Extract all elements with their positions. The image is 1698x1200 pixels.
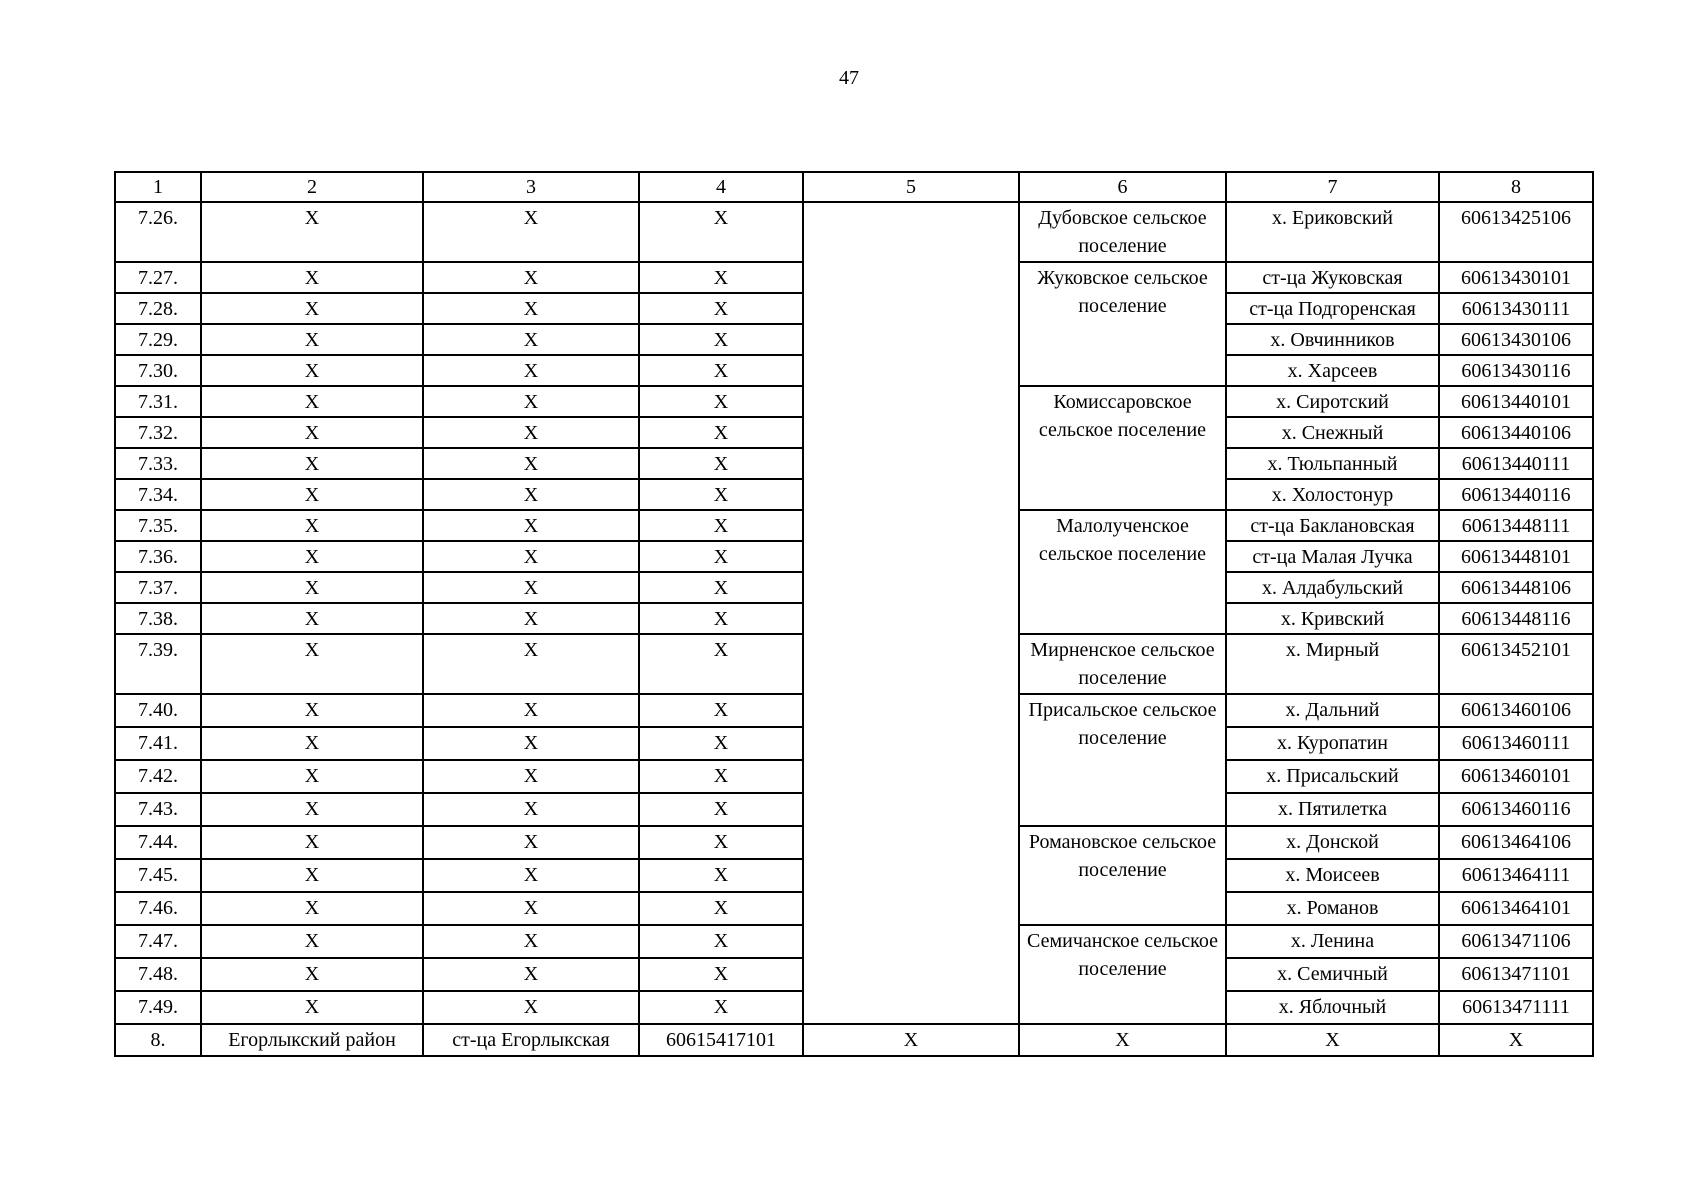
header-cell: 5 (803, 172, 1019, 202)
column-2-value: Х (201, 448, 423, 479)
oktmo-code: 60613430116 (1439, 355, 1593, 386)
row-number: 7.28. (115, 293, 201, 324)
oktmo-code: 60613430106 (1439, 324, 1593, 355)
column-3-value: Х (423, 826, 639, 859)
locality-name: х. Ериковский (1226, 202, 1439, 262)
column-3-value: Х (423, 355, 639, 386)
column-3-value: Х (423, 541, 639, 572)
row-number: 7.35. (115, 510, 201, 541)
column-2-value: Х (201, 355, 423, 386)
column-2-value: Х (201, 572, 423, 603)
locality-name: ст-ца Баклановская (1226, 510, 1439, 541)
column-4-value: Х (639, 293, 803, 324)
locality-name: х. Куропатин (1226, 727, 1439, 760)
locality-name: х. Мирный (1226, 634, 1439, 694)
column-4-value: Х (639, 479, 803, 510)
locality-name: х. Присальский (1226, 760, 1439, 793)
row-number: 7.39. (115, 634, 201, 694)
oktmo-code: 60613440116 (1439, 479, 1593, 510)
column-3-value: Х (423, 859, 639, 892)
locality-name: х. Овчинников (1226, 324, 1439, 355)
column-2-value: Х (201, 991, 423, 1024)
row-number: 7.27. (115, 262, 201, 293)
column-2-value: Х (201, 479, 423, 510)
settlement-name: Семичанское сельское поселение (1019, 925, 1226, 1024)
row-number: 7.31. (115, 386, 201, 417)
column-4-value: Х (639, 510, 803, 541)
row-number: 8. (115, 1024, 201, 1056)
locality-name: х. Донской (1226, 826, 1439, 859)
locality-name: х. Семичный (1226, 958, 1439, 991)
column-4-value: Х (639, 727, 803, 760)
locality-name: х. Харсеев (1226, 355, 1439, 386)
column-4-value: Х (639, 262, 803, 293)
row-number: 7.45. (115, 859, 201, 892)
column-3-value: Х (423, 202, 639, 262)
column-4-value: Х (639, 355, 803, 386)
column-3-value: Х (423, 262, 639, 293)
locality-name: х. Холостонур (1226, 479, 1439, 510)
column-3-value: Х (423, 510, 639, 541)
column-4-value: Х (639, 417, 803, 448)
header-cell: 2 (201, 172, 423, 202)
column-3-value: Х (423, 694, 639, 727)
settlement-name: Дубовское сельское поселение (1019, 202, 1226, 262)
column-4-value: Х (639, 826, 803, 859)
row-number: 7.41. (115, 727, 201, 760)
row-number: 7.38. (115, 603, 201, 634)
column-5-merged-empty (803, 202, 1019, 1024)
oktmo-code: 60613452101 (1439, 634, 1593, 694)
locality-name: х. Моисеев (1226, 859, 1439, 892)
column-4-value: Х (639, 760, 803, 793)
column-4-value: Х (639, 386, 803, 417)
oktmo-code: 60613430101 (1439, 262, 1593, 293)
oktmo-code: 60613448111 (1439, 510, 1593, 541)
oktmo-code: 60613460106 (1439, 694, 1593, 727)
column-6-value: Х (1019, 1024, 1226, 1056)
table-row (115, 202, 1593, 262)
column-2-value: Х (201, 694, 423, 727)
row-number: 7.33. (115, 448, 201, 479)
column-5-value: Х (803, 1024, 1019, 1056)
column-4-value: Х (639, 324, 803, 355)
column-3-value: Х (423, 603, 639, 634)
column-7-value: Х (1226, 1024, 1439, 1056)
column-3-value: Х (423, 991, 639, 1024)
row-number: 7.44. (115, 826, 201, 859)
oktmo-code: 60613448101 (1439, 541, 1593, 572)
column-2-value: Х (201, 859, 423, 892)
row-number: 7.48. (115, 958, 201, 991)
header-cell: 3 (423, 172, 639, 202)
locality-name: х. Дальний (1226, 694, 1439, 727)
row-number: 7.26. (115, 202, 201, 262)
column-2-value: Х (201, 727, 423, 760)
column-3-value: Х (423, 293, 639, 324)
oktmo-code: 60613464111 (1439, 859, 1593, 892)
settlement-name: Комиссаровское сельское поселение (1019, 386, 1226, 510)
column-2-value: Х (201, 324, 423, 355)
locality-name: х. Романов (1226, 892, 1439, 925)
table-row (115, 1024, 1593, 1056)
settlement-name: Малолученское сельское поселение (1019, 510, 1226, 634)
oktmo-code: 60613448116 (1439, 603, 1593, 634)
settlement-name: Присальское сельское поселение (1019, 694, 1226, 826)
column-2-value: Х (201, 793, 423, 826)
district-name: Егорлыкский район (201, 1024, 423, 1056)
row-number: 7.43. (115, 793, 201, 826)
header-cell: 1 (115, 172, 201, 202)
oktmo-code: 60613460101 (1439, 760, 1593, 793)
row-number: 7.36. (115, 541, 201, 572)
page-number: 47 (839, 67, 859, 89)
data-table (114, 171, 1594, 1057)
column-3-value: Х (423, 417, 639, 448)
oktmo-code: 60613460116 (1439, 793, 1593, 826)
column-4-value: Х (639, 892, 803, 925)
oktmo-code: 60613440111 (1439, 448, 1593, 479)
row-number: 7.34. (115, 479, 201, 510)
column-2-value: Х (201, 510, 423, 541)
column-2-value: Х (201, 417, 423, 448)
column-2-value: Х (201, 760, 423, 793)
row-number: 7.40. (115, 694, 201, 727)
column-3-value: Х (423, 634, 639, 694)
column-8-value: Х (1439, 1024, 1593, 1056)
column-2-value: Х (201, 958, 423, 991)
column-4-value: Х (639, 925, 803, 958)
locality-name: х. Пятилетка (1226, 793, 1439, 826)
header-cell: 6 (1019, 172, 1226, 202)
column-3-value: Х (423, 324, 639, 355)
locality-name: х. Яблочный (1226, 991, 1439, 1024)
column-2-value: Х (201, 386, 423, 417)
row-number: 7.49. (115, 991, 201, 1024)
column-2-value: Х (201, 603, 423, 634)
column-3-value: Х (423, 958, 639, 991)
column-4-value: Х (639, 202, 803, 262)
column-4-value: Х (639, 448, 803, 479)
column-2-value: Х (201, 262, 423, 293)
header-cell: 8 (1439, 172, 1593, 202)
column-2-value: Х (201, 202, 423, 262)
column-2-value: Х (201, 925, 423, 958)
locality-name: х. Снежный (1226, 417, 1439, 448)
oktmo-code: 60613440106 (1439, 417, 1593, 448)
oktmo-code: 60613471111 (1439, 991, 1593, 1024)
locality-name: ст-ца Подгоренская (1226, 293, 1439, 324)
oktmo-code: 60613464106 (1439, 826, 1593, 859)
column-4-value: Х (639, 694, 803, 727)
row-number: 7.42. (115, 760, 201, 793)
column-4-value: Х (639, 572, 803, 603)
oktmo-code: 60613448106 (1439, 572, 1593, 603)
oktmo-code: 60613440101 (1439, 386, 1593, 417)
oktmo-code: 60613471106 (1439, 925, 1593, 958)
oktmo-code: 60615417101 (639, 1024, 803, 1056)
column-2-value: Х (201, 826, 423, 859)
column-2-value: Х (201, 634, 423, 694)
column-4-value: Х (639, 793, 803, 826)
locality-name: ст-ца Малая Лучка (1226, 541, 1439, 572)
column-4-value: Х (639, 634, 803, 694)
oktmo-code: 60613430111 (1439, 293, 1593, 324)
settlement-name: Мирненское сельское поселение (1019, 634, 1226, 694)
oktmo-code: 60613471101 (1439, 958, 1593, 991)
column-4-value: Х (639, 958, 803, 991)
column-4-value: Х (639, 541, 803, 572)
oktmo-code: 60613425106 (1439, 202, 1593, 262)
column-3-value: Х (423, 386, 639, 417)
locality-name: х. Тюльпанный (1226, 448, 1439, 479)
row-number: 7.46. (115, 892, 201, 925)
row-number: 7.37. (115, 572, 201, 603)
locality-name: х. Сиротский (1226, 386, 1439, 417)
settlement-name: Романовское сельское поселение (1019, 826, 1226, 925)
row-number: 7.32. (115, 417, 201, 448)
column-3-value: Х (423, 760, 639, 793)
column-4-value: Х (639, 991, 803, 1024)
column-3-value: Х (423, 479, 639, 510)
column-4-value: Х (639, 603, 803, 634)
column-4-value: Х (639, 859, 803, 892)
column-3-value: Х (423, 793, 639, 826)
column-3-value: Х (423, 448, 639, 479)
column-3-value: Х (423, 925, 639, 958)
column-3-value: Х (423, 727, 639, 760)
settlement-name: Жуковское сельское поселение (1019, 262, 1226, 386)
header-cell: 7 (1226, 172, 1439, 202)
column-2-value: Х (201, 541, 423, 572)
header-cell: 4 (639, 172, 803, 202)
column-3-value: Х (423, 572, 639, 603)
column-2-value: Х (201, 892, 423, 925)
locality-name: ст-ца Жуковская (1226, 262, 1439, 293)
column-2-value: Х (201, 293, 423, 324)
row-number: 7.47. (115, 925, 201, 958)
oktmo-code: 60613460111 (1439, 727, 1593, 760)
header-row (115, 172, 1593, 202)
row-number: 7.30. (115, 355, 201, 386)
column-3-value: Х (423, 892, 639, 925)
locality-name: х. Кривский (1226, 603, 1439, 634)
locality-name: х. Алдабульский (1226, 572, 1439, 603)
row-number: 7.29. (115, 324, 201, 355)
oktmo-code: 60613464101 (1439, 892, 1593, 925)
district-center: ст-ца Егорлыкская (423, 1024, 639, 1056)
locality-name: х. Ленина (1226, 925, 1439, 958)
